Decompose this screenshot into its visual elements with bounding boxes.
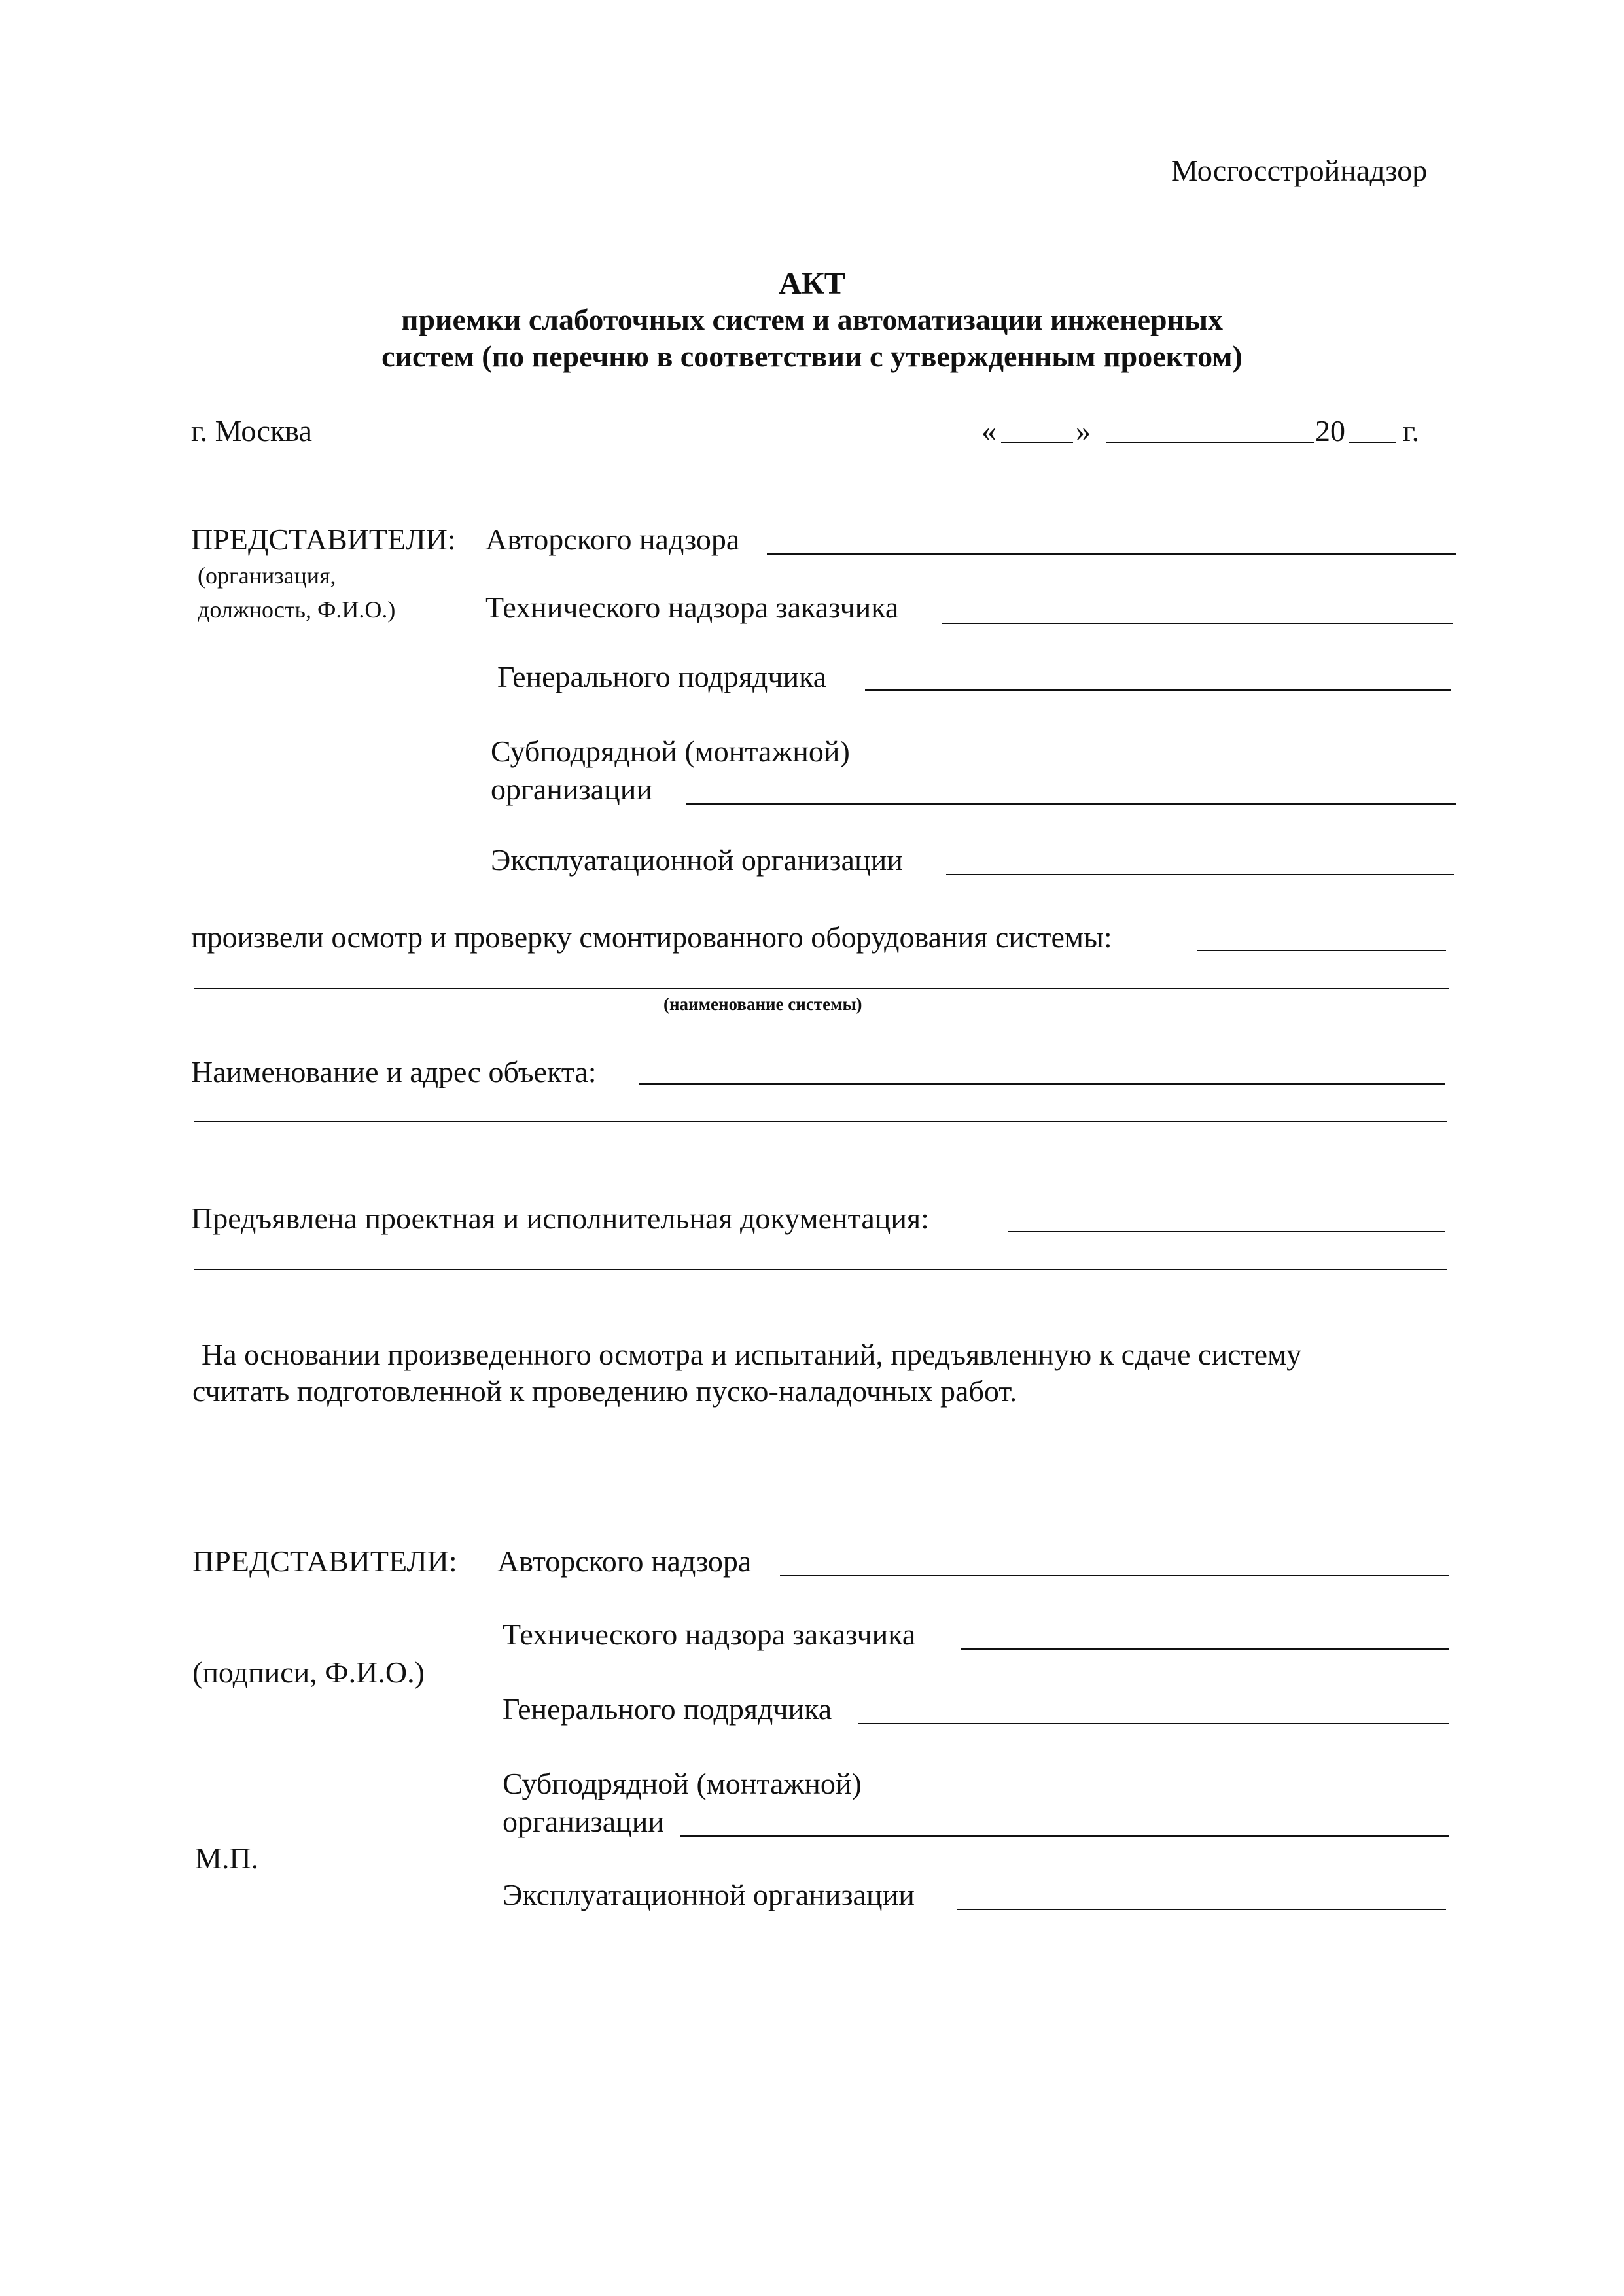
document-title: АКТ	[779, 266, 845, 301]
city-label: г. Москва	[191, 414, 312, 447]
date-year-field[interactable]	[1349, 442, 1396, 443]
general-contractor-field[interactable]	[865, 689, 1451, 691]
documentation-field[interactable]	[1008, 1231, 1445, 1232]
conclusion-line1: На основании произведенного осмотра и испытаний, предъявленную к сдаче систему	[202, 1338, 1302, 1371]
author-supervision-label: Авторского надзора	[485, 523, 740, 556]
document-subtitle-line1: приемки слаботочных систем и автоматизации инженерных	[400, 303, 1224, 336]
date-quote-close: »	[1076, 414, 1091, 447]
sign-author-supervision-label: Авторского надзора	[497, 1544, 752, 1578]
system-field-inline[interactable]	[1197, 950, 1446, 951]
document-subtitle-line2: систем (по перечню в соответствии с утвержденным проектом)	[381, 339, 1243, 373]
signatures-heading: ПРЕДСТАВИТЕЛИ:	[192, 1544, 457, 1578]
sign-subcontractor-label-line2: организации	[503, 1805, 664, 1838]
representatives-note-line1: (организация,	[198, 563, 336, 589]
sign-technical-supervision-label: Технического надзора заказчика	[503, 1618, 916, 1651]
sign-technical-supervision-field[interactable]	[961, 1648, 1449, 1650]
date-quote-open: «	[981, 414, 997, 447]
system-name-caption: (наименование системы)	[663, 994, 862, 1014]
sign-author-supervision-field[interactable]	[780, 1575, 1449, 1576]
author-supervision-field[interactable]	[767, 553, 1456, 555]
date-month-field[interactable]	[1106, 442, 1314, 443]
sign-subcontractor-field[interactable]	[680, 1835, 1449, 1837]
representatives-note-line2: должность, Ф.И.О.)	[198, 597, 396, 623]
operating-org-field[interactable]	[946, 874, 1454, 875]
signatures-note: (подписи, Ф.И.О.)	[192, 1656, 425, 1689]
documentation-label: Предъявлена проектная и исполнительная документация:	[191, 1202, 929, 1235]
object-label: Наименование и адрес объекта:	[191, 1055, 597, 1088]
operating-org-label: Эксплуатационной организации	[491, 843, 903, 877]
sign-general-contractor-label: Генерального подрядчика	[503, 1692, 832, 1726]
representatives-heading: ПРЕДСТАВИТЕЛИ:	[191, 523, 456, 556]
authority-name: Мосгосстройнадзор	[1171, 154, 1428, 187]
subcontractor-field[interactable]	[686, 803, 1456, 805]
date-day-field[interactable]	[1001, 442, 1073, 443]
object-field[interactable]	[639, 1083, 1445, 1085]
sign-general-contractor-field[interactable]	[858, 1723, 1449, 1724]
technical-supervision-label: Технического надзора заказчика	[485, 591, 899, 624]
sign-subcontractor-label-line1: Субподрядной (монтажной)	[503, 1767, 862, 1800]
general-contractor-label: Генерального подрядчика	[497, 660, 827, 693]
date-year-suffix: г.	[1403, 414, 1420, 447]
subcontractor-label-line1: Субподрядной (монтажной)	[491, 735, 850, 768]
inspection-text: произвели осмотр и проверку смонтированного оборудования системы:	[191, 920, 1112, 954]
subcontractor-label-line2: организации	[491, 773, 652, 806]
documentation-field-line2[interactable]	[194, 1269, 1447, 1270]
technical-supervision-field[interactable]	[942, 623, 1453, 624]
sign-operating-org-label: Эксплуатационной организации	[503, 1878, 915, 1911]
sign-operating-org-field[interactable]	[957, 1909, 1446, 1910]
object-field-line2[interactable]	[194, 1121, 1447, 1122]
date-year-prefix: 20	[1315, 414, 1345, 447]
conclusion-line2: считать подготовленной к проведению пуско-наладочных работ.	[192, 1374, 1017, 1408]
stamp-place: М.П.	[195, 1841, 259, 1875]
system-name-field[interactable]	[194, 988, 1449, 989]
